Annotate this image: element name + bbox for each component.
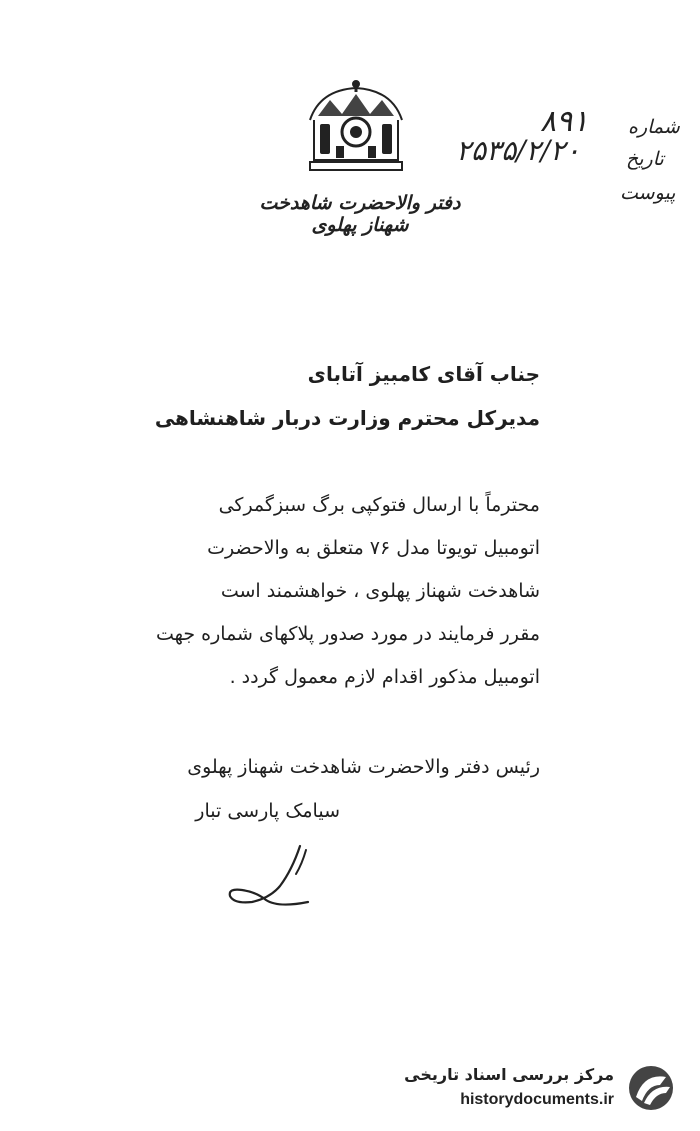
attachment-label: پیوست [620, 182, 676, 204]
date-label: تاریخ [626, 148, 664, 170]
body-line-4: مقرر فرمایند در مورد صدور پلاکهای شماره جهت [155, 623, 540, 645]
date-value: ۲۵۳۵/۲/۲۰ [456, 134, 581, 167]
signature-icon [222, 840, 332, 920]
body-line-1: محترماً با ارسال فتوکپی برگ سبزگمرکی [218, 494, 540, 516]
office-name: دفتر والاحضرت شاهدخت شهناز پهلوی [259, 192, 461, 236]
addressee-title: مدیرکل محترم وزارت دربار شاهنشاهی [154, 406, 540, 430]
footer-org-name: مرکز بررسی اسناد تاریخی [404, 1065, 614, 1084]
footer-website: historydocuments.ir [460, 1091, 614, 1108]
addressee-name: جناب آقای کامبیز آتابای [307, 362, 540, 386]
body-line-5: اتومبیل مذکور اقدام لازم معمول گردد . [229, 666, 540, 688]
crown-emblem-icon [300, 80, 412, 172]
footer-watermark [380, 1059, 680, 1119]
body-line-3: شاهدخت شهناز پهلوی ، خواهشمند است [220, 580, 540, 602]
sender-name: سیامک پارسی تبار [195, 800, 340, 822]
archive-logo-icon [622, 1063, 680, 1113]
number-value: ۸۹۱ [540, 104, 589, 139]
number-label: شماره [628, 116, 680, 138]
sender-title: رئیس دفتر والاحضرت شاهدخت شهناز پهلوی [187, 756, 540, 778]
body-line-2: اتومبیل تویوتا مدل ۷۶ متعلق به والاحضرت [207, 537, 540, 559]
